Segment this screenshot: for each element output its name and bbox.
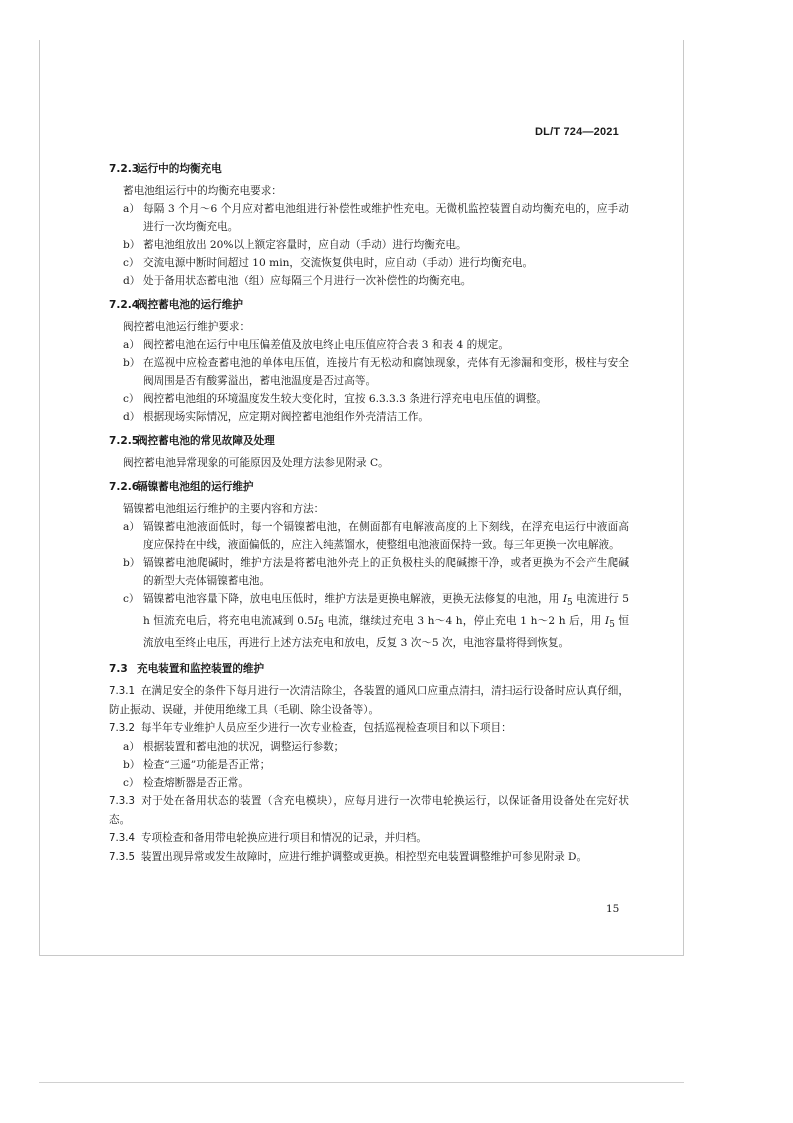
section-heading-7-2-5: [109, 432, 629, 450]
list-item: [109, 390, 629, 408]
list-item: [109, 408, 629, 426]
clause-7-3-1: [109, 682, 629, 719]
clause-number: 7.3.1: [109, 686, 135, 698]
list-text: 镉镍蓄电池爬碱时，维护方法是将蓄电池外壳上的正负极柱头的爬碱擦干净，或者更换为不会产生爬碱的新型大壳体镉镍蓄电池。: [143, 557, 629, 587]
list-text: 检查熔断器是否正常。: [143, 777, 249, 790]
section-number: 7.2.3: [109, 163, 140, 175]
list-marker: a）: [123, 521, 140, 533]
list-item: [109, 236, 629, 254]
clause-text: 专项检查和备用带电轮换应进行项目和情况的记录，并归档。: [140, 832, 427, 845]
list-item: [109, 336, 629, 354]
list-item: [109, 774, 629, 792]
list-item: [109, 738, 629, 756]
text-run: 电流进行 5 h 恒流充电后，将充电电流减到 0.5: [143, 593, 629, 628]
document-code: DL/T 724—2021: [535, 126, 619, 138]
list-item: [109, 272, 629, 290]
section-number: 7.2.4: [109, 299, 140, 311]
list-item: [109, 756, 629, 774]
list-item: [109, 590, 629, 652]
symbol-i: I: [562, 593, 568, 605]
section-number: 7.3: [109, 663, 128, 676]
list-text: 在巡视中应检查蓄电池的单体电压值，连接片有无松动和腐蚀现象，壳体有无渗漏和变形，极柱与安全阀周围是否有酸雾溢出，蓄电池温度是否过高等。: [143, 357, 629, 387]
section-title: 阀控蓄电池的常见故障及处理: [137, 435, 275, 447]
clause-7-3-2: [109, 719, 629, 738]
list-item: [109, 200, 629, 236]
section-heading-7-3: [109, 660, 629, 678]
section-title: 充电装置和监控装置的维护: [137, 663, 265, 676]
clause-7-3-3: [109, 792, 629, 829]
list-text: 检查“三遥”功能是否正常；: [143, 759, 271, 772]
section-intro: 阀控蓄电池运行维护要求：: [123, 321, 251, 333]
page-number: 15: [606, 903, 620, 915]
list-marker: a）: [123, 339, 140, 351]
list-item: [109, 554, 629, 590]
text-run: 镉镍蓄电池容量下降，放电电压低时，维护方法是更换电解液，更换无法修复的电池，用: [143, 593, 563, 605]
subscript: 5: [609, 620, 615, 631]
section-title: 镉镍蓄电池组的运行维护: [137, 481, 254, 493]
clause-number: 7.3.4: [109, 833, 135, 845]
section-number: 7.2.5: [109, 435, 140, 447]
clause-text: 装置出现异常或发生故障时，应进行维护调整或更换。相控型充电装置调整维护可参见附录 D。: [140, 851, 588, 864]
symbol-i: I: [605, 615, 610, 628]
section-heading-7-2-6: [109, 478, 629, 496]
clause-7-3-4: [109, 829, 629, 848]
symbol-i: I: [314, 615, 319, 628]
text-run: 恒流放电至终止电压，再进行上述方法充电和放电，反复 3 次～5 次，电池容量将得到恢复。: [143, 615, 630, 650]
section-title: 运行中的均衡充电: [137, 163, 222, 175]
list-marker: c）: [123, 777, 140, 790]
list-item: [109, 254, 629, 272]
list-marker: b）: [123, 357, 141, 369]
list-text: 蓄电池组放出 20%以上额定容量时，应自动（手动）进行均衡充电。: [143, 239, 467, 251]
clause-7-3-5: [109, 848, 629, 867]
clause-text: 每半年专业维护人员应至少进行一次专业检查，包括巡视检查项目和以下项目：: [140, 722, 512, 735]
list-text: 交流电源中断时间超过 10 min，交流恢复供电时，应自动（手动）进行均衡充电。: [143, 257, 534, 269]
section-intro: 蓄电池组运行中的均衡充电要求：: [123, 185, 282, 197]
list-marker: b）: [123, 239, 141, 251]
list-marker: c）: [123, 257, 140, 269]
clause-number: 7.3.3: [109, 796, 135, 808]
list-marker: a）: [123, 203, 140, 215]
list-item: [109, 354, 629, 390]
list-text: 根据现场实际情况，应定期对阀控蓄电池组作外壳清洁工作。: [143, 411, 430, 423]
clause-number: 7.3.5: [109, 852, 135, 864]
clause-text: 在满足安全的条件下每月进行一次清洁除尘，各装置的通风口应重点清扫，清扫运行设备时应认真仔细，防止振动、误碰，并使用绝缘工具（毛刷、除尘设备等）。: [109, 685, 629, 717]
list-marker: b）: [123, 759, 141, 772]
page-content: [109, 154, 629, 867]
list-marker: c）: [123, 593, 140, 605]
list-marker: a）: [123, 741, 140, 754]
section-intro: 镉镍蓄电池组运行维护的主要内容和方法：: [123, 503, 325, 515]
list-text: [143, 590, 629, 652]
list-item: [109, 518, 629, 554]
section-heading-7-2-4: [109, 296, 629, 314]
list-marker: d）: [123, 411, 141, 423]
text-run: 电流，继续过充电 3 h～4 h，停止充电 1 h～2 h 后，用: [323, 615, 606, 628]
list-text: 镉镍蓄电池液面低时，每一个镉镍蓄电池，在侧面都有电解液高度的上下刻线，在浮充电运行中液面高度应保持在中线，液面偏低的，应注入纯蒸馏水，使整组电池液面保持一致。每三年更换一次电解液。: [143, 521, 629, 551]
section-intro: 阀控蓄电池异常现象的可能原因及处理方法参见附录 C。: [123, 457, 389, 469]
section-heading-7-2-3: [109, 160, 629, 178]
subscript: 5: [318, 620, 324, 631]
section-number: 7.2.6: [109, 481, 140, 493]
subscript: 5: [567, 598, 573, 609]
list-marker: b）: [123, 557, 141, 569]
list-marker: d）: [123, 275, 141, 287]
list-text: 根据装置和蓄电池的状况，调整运行参数；: [143, 741, 345, 754]
clause-number: 7.3.2: [109, 723, 135, 735]
list-marker: c）: [123, 393, 140, 405]
list-text: 处于备用状态蓄电池（组）应每隔三个月进行一次补偿性的均衡充电。: [143, 275, 472, 287]
section-title: 阀控蓄电池的运行维护: [137, 299, 243, 311]
list-text: 阀控蓄电池在运行中电压偏差值及放电终止电压值应符合表 3 和表 4 的规定。: [143, 339, 509, 351]
clause-text: 对于处在备用状态的装置（含充电模块），应每月进行一次带电轮换运行，以保证备用设备处在完好状态。: [109, 795, 629, 827]
list-text: 阀控蓄电池组的环境温度发生较大变化时，宜按 6.3.3.3 条进行浮充电电压值的调整。: [143, 393, 547, 405]
list-text: 每隔 3 个月～6 个月应对蓄电池组进行补偿性或维护性充电。无微机监控装置自动均衡充电的，应手动进行一次均衡充电。: [143, 203, 629, 233]
